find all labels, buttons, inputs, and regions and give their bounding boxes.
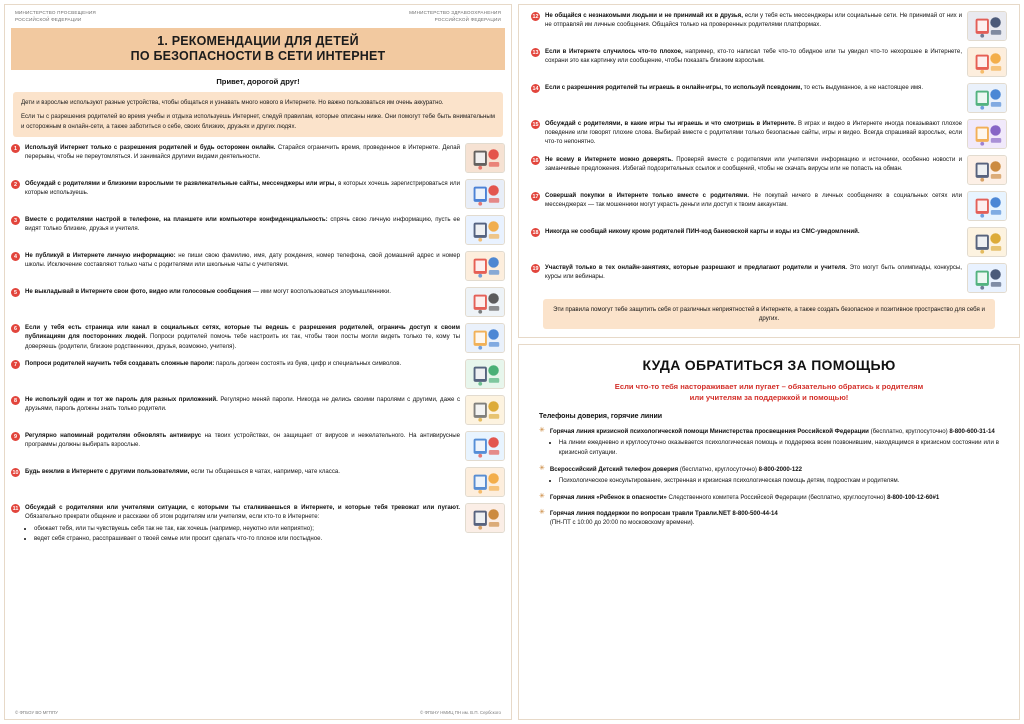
ministry-left-line2: РОССИЙСКОЙ ФЕДЕРАЦИИ <box>15 16 82 22</box>
ministry-right <box>409 10 501 24</box>
closing-note: Эти правила помогут тебе защитить себя от различных неприятностей в Интернете, а также создать безопасное и позитивное пространство для себя и других. <box>543 299 995 329</box>
rule-number-badge: 1 <box>11 144 20 153</box>
social-page-icon <box>465 323 505 353</box>
help-title: КУДА ОБРАТИТЬСЯ ЗА ПОМОЩЬЮ <box>642 357 896 374</box>
rule-text: Не выкладывай в Интернете свои фото, видео или голосовые сообщения — ими могут воспользоваться злоумышленники. <box>25 288 391 296</box>
rule-number-badge: 19 <box>532 265 539 272</box>
help-list-item <box>539 493 999 502</box>
rule-item <box>11 179 505 209</box>
help-alert <box>539 381 999 403</box>
rule-number-badge: 15 <box>532 121 539 128</box>
bank-card-icon <box>967 227 1007 257</box>
rule-number-badge: 2 <box>11 180 20 189</box>
right-rules-panel <box>518 4 1020 338</box>
asterisk-icon: ✳ <box>539 464 545 472</box>
rule-item <box>11 251 505 281</box>
page-title-line2: ПО БЕЗОПАСНОСТИ В СЕТИ ИНТЕРНЕТ <box>130 49 386 64</box>
rule-number-badge: 11 <box>12 505 19 512</box>
rule-number-badge: 3 <box>11 216 20 225</box>
rule-number-badge: 4 <box>11 252 20 261</box>
rule-item <box>11 431 505 461</box>
fake-news-icon <box>967 155 1007 185</box>
help-item-text: Горячая линия кризисной психологической помощи Министерства просвещения Российской Федерации (бесплатно, круглосуточно) 8-800-600-31-14 • На линии ежедневно и круглосуточно оказывается психологическая помощь и поддержка всем позвонившим, находящимся в кризисном состоянии или в кризисной ситуации. <box>550 427 999 457</box>
rule-item <box>11 467 505 497</box>
page-title-line1: 1. РЕКОМЕНДАЦИИ ДЛЯ ДЕТЕЙ <box>157 33 359 48</box>
antivirus-icon <box>465 431 505 461</box>
rule-number-badge: 13 <box>532 49 539 56</box>
asterisk-icon: ✳ <box>539 509 545 517</box>
rule-number-badge: 6 <box>11 324 20 333</box>
rule-item <box>531 119 1007 149</box>
rule-item <box>531 47 1007 77</box>
stopwatch-icon <box>465 143 505 173</box>
online-game-icon <box>967 83 1007 113</box>
rule-text: Если у тебя есть страница или канал в социальных сетях, которые ты ведешь с разрешения родителей, ограничь доступ к своим публикациям для посторонних людей. Попроси родителей помочь тебе настроить их так, чтобы твои посты могли видеть только те, кому ты доверяешь (родители, близкие родственники, друзья, возможно, учителя). <box>25 324 460 350</box>
video-play-icon <box>465 179 505 209</box>
rule-item <box>11 359 505 389</box>
camera-icon <box>465 287 505 317</box>
rule-number-badge: 16 <box>532 157 539 164</box>
rule-text: Попроси родителей научить тебя создавать сложные пароли: пароль должен состоять из букв, цифр и специальных символов. <box>25 360 402 368</box>
help-item-text: Горячая линия «Ребенок в опасности» Следственного комитета Российской Федерации (бесплатно, круглосуточно) 8-800-100-12-60#1 <box>549 493 940 501</box>
chat-polite-icon <box>465 467 505 497</box>
rule-text: Участвуй только в тех онлайн-занятиях, которые разрешают и предлагают родители и учителя. Это могут быть олимпиады, конкурсы, курсы или вебинары. <box>545 264 962 281</box>
rule-item <box>11 395 505 425</box>
footer-credit-left: © ФГБОУ ВО МГППУ <box>15 710 58 715</box>
rule-number-badge: 7 <box>11 360 20 369</box>
worried-child-icon <box>465 503 505 533</box>
left-column <box>4 4 512 720</box>
rule-item <box>11 323 505 353</box>
rule-item <box>531 191 1007 221</box>
rule-text: Вместе с родителями настрой в телефоне, на планшете или компьютере конфиденциальность: спрячь свою личную информацию, пусть ее видят только близкие, друзья и учителя. <box>25 216 460 233</box>
help-list-item <box>539 427 999 457</box>
rule-text: Обсуждай с родителями, в какие игры ты играешь и что смотришь в Интернете. В играх и видео в Интернете иногда показывают плохое поведение или говорят плохие слова. Выбирай вместе с родителями только безопасные сайты, игры и видео. Всегда спрашивай взрослых, если что-то непонятно. <box>545 120 962 146</box>
report-screenshot-icon <box>967 47 1007 77</box>
keys-icon <box>465 395 505 425</box>
rule-item <box>531 83 1007 113</box>
help-alert-line2: или учителям за поддержкой и помощью! <box>689 393 849 403</box>
help-alert-line1: Если что-то тебя настораживает или пугает – обязательно обратись к родителям <box>614 382 924 392</box>
intro-block <box>13 92 503 137</box>
left-footer <box>5 707 511 719</box>
game-discuss-icon <box>967 119 1007 149</box>
asterisk-icon: ✳ <box>539 427 545 435</box>
right-column <box>518 4 1020 720</box>
help-panel <box>518 344 1020 720</box>
rule-item <box>11 287 505 317</box>
rule-item <box>11 503 505 544</box>
left-rules-list <box>11 143 505 550</box>
rule-text: Совершай покупки в Интернете только вместе с родителями. Не покупай ничего в личных сообщениях в социальных сетях или мессенджерах — так мошенники могут украсть деньги или доступ к твоим аккаунтам. <box>545 192 963 209</box>
privacy-lock-icon <box>465 215 505 245</box>
ministry-header <box>5 5 511 26</box>
rule-number-badge: 14 <box>532 85 539 92</box>
intro-paragraph-1: Дети и взрослые используют разные устройства, чтобы общаться и узнавать много нового в Интернете. Но важно пользоваться им очень аккуратно. <box>21 99 444 107</box>
rule-text: Никогда не сообщай никому кроме родителей ПИН-код банковской карты и коды из СМС-уведомлений. <box>545 228 860 235</box>
rule-item <box>11 143 505 173</box>
asterisk-icon: ✳ <box>539 492 545 500</box>
right-rules-list <box>531 11 1007 293</box>
rule-item <box>531 227 1007 257</box>
rule-item <box>11 215 505 245</box>
rule-text: Будь вежлив в Интернете с другими пользователями, если ты общаешься в чатах, например, чате класса. <box>25 468 340 476</box>
rule-item <box>531 11 1007 41</box>
rule-text: Обсуждай с родителями и близкими взрослыми те развлекательные сайты, мессенджеры или игры, в которых хочешь зарегистрироваться или которые используешь. <box>25 180 461 197</box>
rule-number-badge: 5 <box>11 288 20 297</box>
intro-paragraph-2: Если ты с разрешения родителей во время учебы и отдыха используешь Интернет, следуй правилам, которые описаны ниже. Они помогут тебе быть внимательным и осторожным в онлайн-сети, а также заботиться о себе, своих близких, друзьях и других людях. <box>21 113 495 130</box>
rule-text: Не используй один и тот же пароль для разных приложений. Регулярно меняй пароли. Никогда не делись своими паролями с другими, даже с друзьями, пароль должны знать только родители. <box>25 396 460 413</box>
rule-text: Регулярно напоминай родителям обновлять антивирус на твоих устройствах, он защищает от вирусов и нежелательного. На антивирусные программы должны выбирать взрослые. <box>25 432 460 449</box>
rule-text: Не публикуй в Интернете личную информацию: не пиши свою фамилию, имя, дату рождения, номер телефона, свой домашний адрес и номер школы. Исключение составляют только чаты с родителями или школьные чаты с учителями. <box>25 252 460 269</box>
page-title <box>11 28 505 70</box>
password-shield-icon <box>465 359 505 389</box>
rule-text: Если в Интернете случилось что-то плохое, например, кто-то написал тебе что-то обидное или ты увидел что-то нехорошее в Интернете, сохрани это как картинку или сообщение, чтобы показать близким взрослым. <box>545 48 963 65</box>
help-item-text: Всероссийский Детский телефон доверия (бесплатно, круглосуточно) 8-800-2000-122 • Психологическое консультирование, экстренная и кризисная психологическая помощь детям, подросткам и родителям. <box>550 465 999 486</box>
help-list-item <box>539 465 999 486</box>
stranger-danger-icon <box>967 11 1007 41</box>
footer-credit-right: © ФГБНУ НМИЦ ПН им. В.П. Сербского <box>420 710 501 715</box>
rule-item <box>531 263 1007 293</box>
ministry-right-line1: МИНИСТЕРСТВО ЗДРАВООХРАНЕНИЯ <box>409 10 501 15</box>
help-list-item <box>539 509 999 527</box>
rule-number-badge: 12 <box>532 13 539 20</box>
rule-text: Используй Интернет только с разрешения родителей и будь осторожен онлайн. Старайся ограничить время, проведенное в Интернете. Делай перерывы, чтобы не переутомляться. И занимайся другими видами деятельности. <box>25 144 461 161</box>
rule-number-badge: 17 <box>532 193 539 200</box>
help-subtitle: Телефоны доверия, горячие линии <box>539 413 663 421</box>
rule-number-badge: 9 <box>11 432 20 441</box>
ministry-left-line1: МИНИСТЕРСТВО ПРОСВЕЩЕНИЯ <box>15 10 96 15</box>
help-items <box>525 427 1013 534</box>
rule-item <box>531 155 1007 185</box>
rule-text: Если с разрешения родителей ты играешь в онлайн-игры, то используй псевдоним, то есть выдуманное, а не настоящее имя. <box>545 84 924 91</box>
rule-number-badge: 8 <box>11 396 20 405</box>
online-purchase-icon <box>967 191 1007 221</box>
rule-number-badge: 18 <box>532 229 539 236</box>
rule-text: Не общайся с незнакомыми людьми и не принимай их в друзья, если у тебя есть мессенджеры или социальные сети. Не принимай от них и не отправляй им личные сообщения. Общайся только на проверенных родителями платформах. <box>545 12 962 29</box>
rule-text: Не всему в Интернете можно доверять. Проверяй вместе с родителями или учителями информацию и источники, особенно новости и заманчивые предложения. Избегай подозрительных ссылок и сообщений, чтобы не скачать вирусы или не попасть на обман. <box>545 156 963 173</box>
online-class-icon <box>967 263 1007 293</box>
help-item-text: Горячая линия поддержки по вопросам травли Травли.NET 8-800-500-44-14 (ПН-ПТ с 10:00 до 20:00 по московскому времени). <box>549 510 778 527</box>
personal-data-icon <box>465 251 505 281</box>
ministry-right-line2: РОССИЙСКОЙ ФЕДЕРАЦИИ <box>434 16 501 22</box>
greeting-text: Привет, дорогой друг! <box>216 77 300 87</box>
rule-text: Обсуждай с родителями или учителями ситуации, с которыми ты сталкиваешься в Интернете, и которые тебя тревожат или пугают. Обязательно прекрати общение и расскажи об этом родителям или учителям, если кто-то в Интернете: • обижает тебя, или ты чувствуешь себя так не так, как хочешь (например, неуютно или неприятно); • ведет себя странно, расспрашивает о твоей семье или просит сделать что-то плохое или постыдное. <box>25 503 460 544</box>
rule-number-badge: 10 <box>12 469 19 476</box>
ministry-left <box>15 10 96 24</box>
